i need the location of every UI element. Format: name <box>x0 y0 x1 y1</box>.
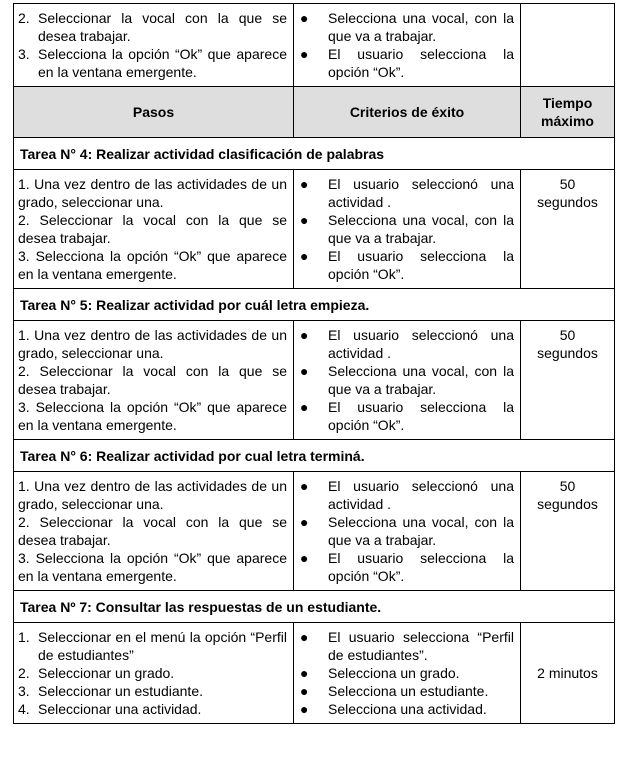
step-text: 3. Selecciona la opción “Ok” que aparece en la ventana emergente. <box>18 248 287 282</box>
step-text: 3. Selecciona la opción “Ok” que aparece en la ventana emergente. <box>18 399 287 433</box>
column-header-tiempo: Tiempo máximo <box>521 87 615 138</box>
steps-cell <box>14 170 294 289</box>
list-item: ● El usuario seleccionó una actividad . <box>300 478 514 512</box>
list-item: ● Selecciona una vocal, con la que va a trabajar. <box>300 514 514 548</box>
task-title: Tarea N° 6: Realizar actividad por cual letra terminá. <box>14 440 615 472</box>
list-item: 2. Seleccionar un grado. <box>18 665 175 681</box>
usability-tasks-table <box>13 3 615 724</box>
table-header-row <box>14 87 615 138</box>
task-title-row <box>14 138 615 170</box>
steps-cell <box>14 321 294 440</box>
steps-cell <box>14 472 294 591</box>
time-cell: 50 segundos <box>521 472 615 591</box>
step-text: 2. Seleccionar la vocal con la que se desea trabajar. <box>18 514 287 548</box>
list-item: 1. Seleccionar en el menú la opción “Perfil de estudiantes” <box>18 629 287 663</box>
list-item: ● Selecciona una vocal, con la que va a trabajar. <box>300 363 514 397</box>
list-item: ● El usuario seleccionó una actividad . <box>300 176 514 210</box>
list-item: ● El usuario selecciona la opción “Ok”. <box>300 46 514 80</box>
time-cell: 2 minutos <box>521 623 615 724</box>
step-text: 3. Selecciona la opción “Ok” que aparece en la ventana emergente. <box>18 550 287 584</box>
list-item: ● Selecciona una vocal, con la que va a trabajar. <box>300 212 514 246</box>
list-item: ● El usuario selecciona la opción “Ok”. <box>300 399 514 433</box>
step-text: 1. Una vez dentro de las actividades de un grado, seleccionar una. <box>18 176 287 210</box>
table-row <box>14 472 615 591</box>
task-title: Tarea N° 5: Realizar actividad por cuál letra empieza. <box>14 289 615 321</box>
list-item: 3. Seleccionar un estudiante. <box>18 683 203 699</box>
step-text: 2. Seleccionar la vocal con la que se desea trabajar. <box>18 363 287 397</box>
table-row <box>14 623 615 724</box>
step-text: 1. Una vez dentro de las actividades de un grado, seleccionar una. <box>18 478 287 512</box>
list-item: 2. Seleccionar la vocal con la que se desea trabajar. <box>18 10 287 44</box>
time-cell: 50 segundos <box>521 170 615 289</box>
list-item: ● El usuario selecciona la opción “Ok”. <box>300 550 514 584</box>
time-cell <box>521 4 615 87</box>
criteria-cell <box>294 472 521 591</box>
list-item: ● Selecciona una actividad. <box>300 701 487 717</box>
criteria-cell <box>294 170 521 289</box>
list-item: ● Selecciona una vocal, con la que va a trabajar. <box>300 10 514 44</box>
list-item: ● El usuario selecciona “Perfil de estudiantes”. <box>300 629 514 663</box>
table-row <box>14 321 615 440</box>
list-item: 4. Seleccionar una actividad. <box>18 701 202 717</box>
list-item: ● El usuario selecciona la opción “Ok”. <box>300 248 514 282</box>
list-item: 3. Selecciona la opción “Ok” que aparece en la ventana emergente. <box>18 46 287 80</box>
list-item: ● Selecciona un estudiante. <box>300 683 489 699</box>
column-header-pasos: Pasos <box>14 87 294 138</box>
criteria-cell <box>294 623 521 724</box>
task-title: Tarea Nº 7: Consultar las respuestas de un estudiante. <box>14 591 615 623</box>
task-title: Tarea N° 4: Realizar actividad clasificación de palabras <box>14 138 615 170</box>
task-title-row <box>14 440 615 472</box>
table-row <box>14 170 615 289</box>
task-title-row <box>14 289 615 321</box>
list-item: ● El usuario seleccionó una actividad . <box>300 327 514 361</box>
task-title-row <box>14 591 615 623</box>
criteria-cell <box>294 4 521 87</box>
table-row <box>14 4 615 87</box>
step-text: 2. Seleccionar la vocal con la que se desea trabajar. <box>18 212 287 246</box>
step-text: 1. Una vez dentro de las actividades de un grado, seleccionar una. <box>18 327 287 361</box>
steps-cell <box>14 623 294 724</box>
column-header-criterios: Criterios de éxito <box>294 87 521 138</box>
time-cell: 50 segundos <box>521 321 615 440</box>
criteria-cell <box>294 321 521 440</box>
list-item: ● Selecciona un grado. <box>300 665 460 681</box>
steps-cell <box>14 4 294 87</box>
